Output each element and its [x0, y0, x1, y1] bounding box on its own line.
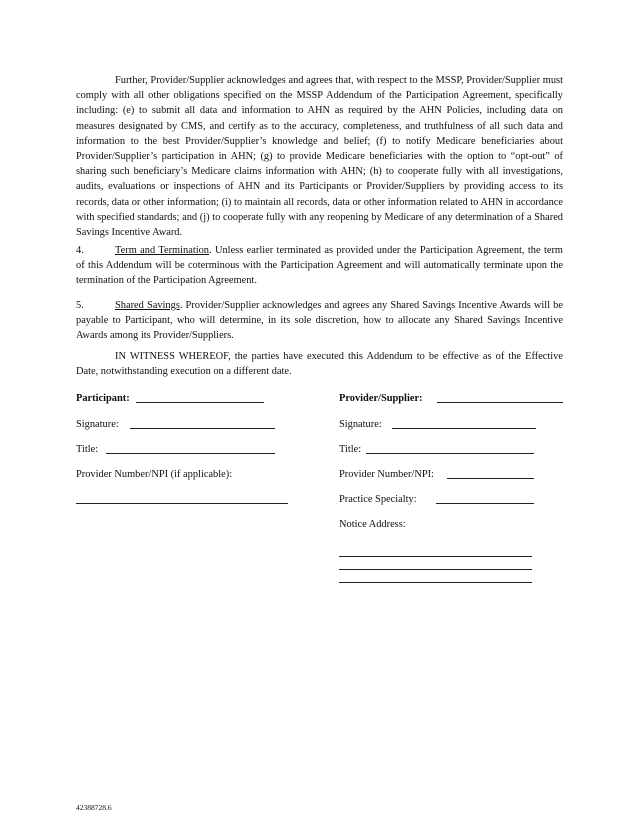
- section-4-term-and-termination: [76, 243, 563, 289]
- provider-supplier-line[interactable]: [437, 402, 563, 403]
- right-title-line[interactable]: [366, 453, 534, 454]
- right-npi-label: Provider Number/NPI:: [339, 469, 434, 480]
- notice-address-line-3[interactable]: [339, 582, 532, 583]
- section-5-heading: Shared Savings: [115, 300, 180, 311]
- paragraph-obligations-text: Further, Provider/Supplier acknowledges and agrees that, with respect to the MSSP, Provider/Supplier must comply with all other obligations specified on the MSSP Addendum of the Participation Agreement, specifically including: (e) to submit all data and information to AHN as required by the AHN Policies, including data on measures designated by CMS, and certify as to the accuracy, completeness, and truthfulness of all such data and information to the best Provider/Supplier’s knowledge and belief; (f) to notify Medicare beneficiaries about Provider/Supplier’s participation in AHN; (g) to provide Medicare beneficiaries with the option to “opt-out” of sharing such beneficiary’s Medicare claims information with AHN; (h) to cooperate fully with all investigations, audits, evaluations or inspections of AHN and its Participants or Provider/Suppliers by providing access to its records, data or other information; (i) to maintain all records, data or other information related to AHN in accordance with specified standards; and (j) to cooperate fully with any reopening by Medicare of any determination of a Shared Savings Incentive Award.: [76, 75, 563, 239]
- section-4-heading: Term and Termination: [115, 245, 209, 256]
- left-signature-line[interactable]: [130, 428, 275, 429]
- left-signature-label: Signature:: [76, 419, 119, 430]
- notice-address-line-1[interactable]: [339, 556, 532, 557]
- section-5-shared-savings: [76, 298, 563, 344]
- participant-line[interactable]: [136, 402, 264, 403]
- practice-specialty-label: Practice Specialty:: [339, 494, 417, 505]
- notice-address-label: Notice Address:: [339, 519, 406, 530]
- section-4-text: . Unless earlier terminated as provided under the Participation Agreement, the term of this Addendum will be coterminous with the Participation Agreement and will automatically terminate upon the termination of the Participation Agreement.: [76, 245, 564, 287]
- section-4-number: 4.: [76, 245, 84, 256]
- witness-text: IN WITNESS WHEREOF, the parties have executed this Addendum to be effective as of the Effective Date, notwithstanding execution on a different date.: [76, 351, 563, 378]
- witness-paragraph: [76, 349, 563, 379]
- participant-label: Participant:: [76, 393, 130, 404]
- section-5-number: 5.: [76, 300, 84, 311]
- practice-specialty-line[interactable]: [436, 503, 534, 504]
- left-title-line[interactable]: [106, 453, 275, 454]
- right-signature-label: Signature:: [339, 419, 382, 430]
- section-5-text: . Provider/Supplier acknowledges and agrees any Shared Savings Incentive Awards will be payable to Participant, who will determine, in its sole discretion, how to allocate any Shared Savings Incentive Awards among its Provider/Suppliers.: [76, 300, 563, 342]
- notice-address-line-2[interactable]: [339, 569, 532, 570]
- paragraph-obligations: [76, 73, 563, 240]
- left-provider-number-line[interactable]: [76, 503, 288, 504]
- left-title-label: Title:: [76, 444, 99, 455]
- document-id: 42388728.6: [76, 803, 112, 812]
- left-provider-number-label: Provider Number/NPI (if applicable):: [76, 469, 233, 480]
- provider-supplier-label: Provider/Supplier:: [339, 393, 423, 404]
- right-npi-line[interactable]: [447, 478, 534, 479]
- right-signature-line[interactable]: [392, 428, 536, 429]
- right-title-label: Title:: [339, 444, 362, 455]
